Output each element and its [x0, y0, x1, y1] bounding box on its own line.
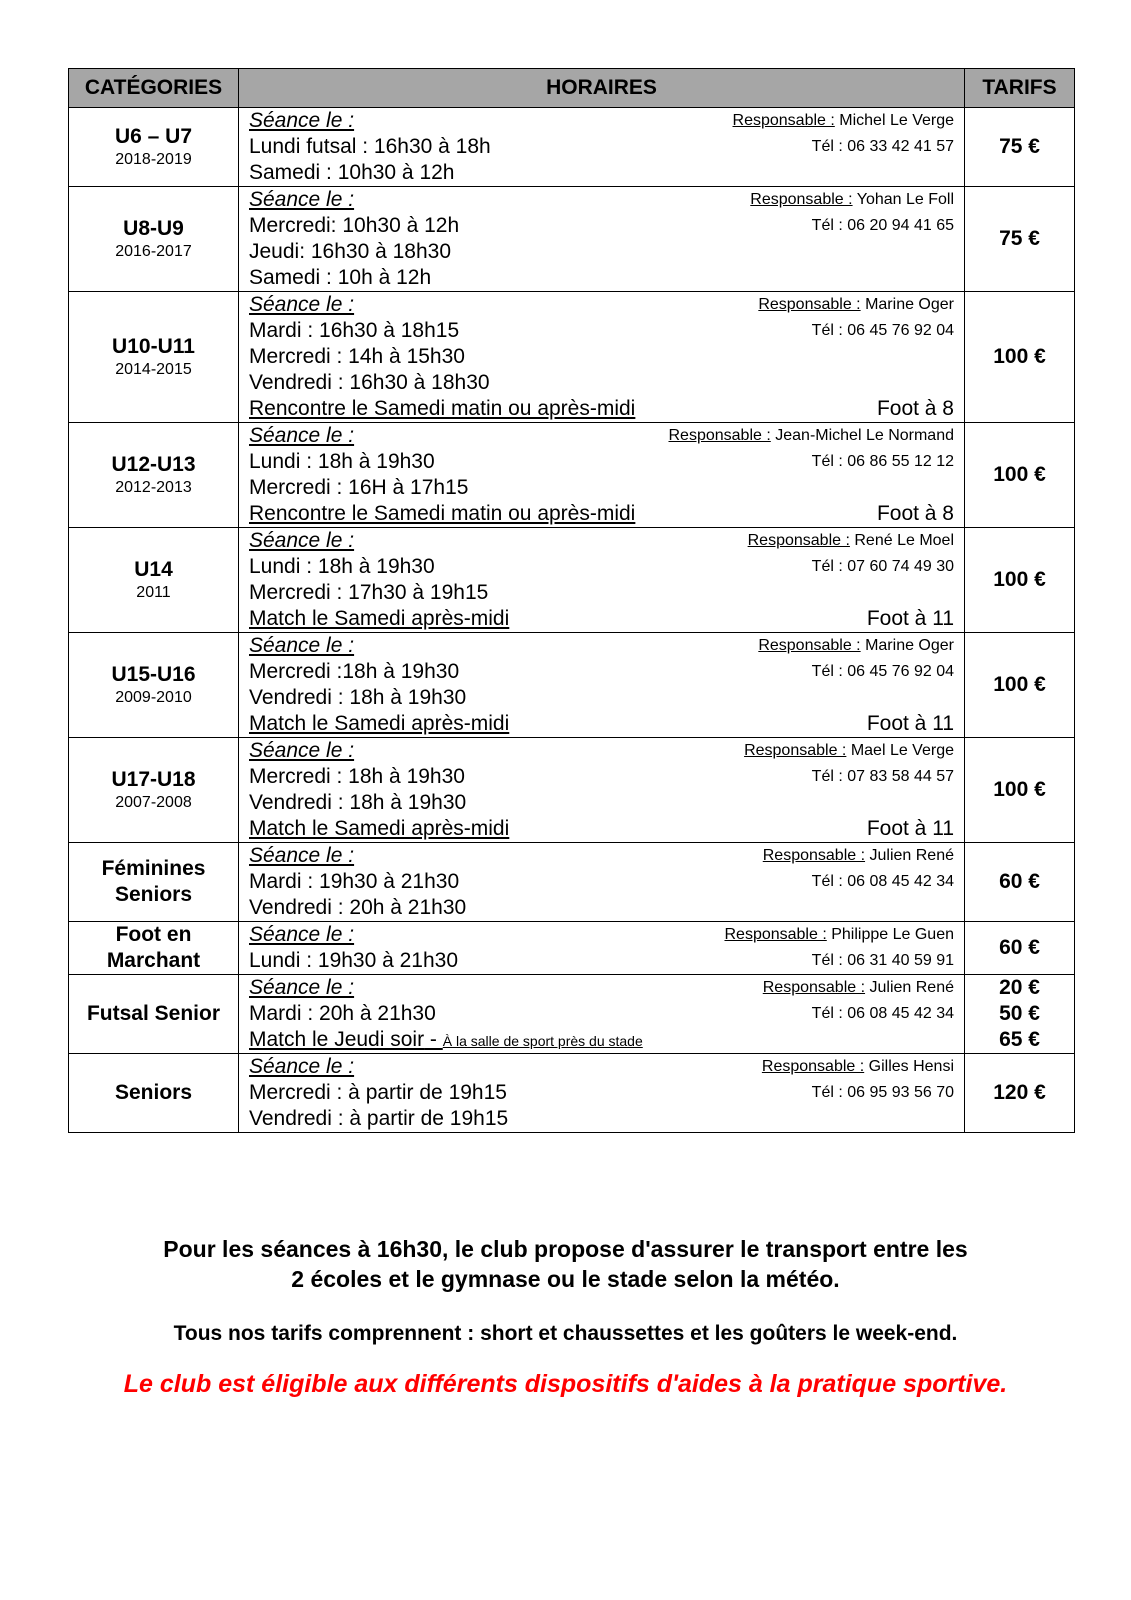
schedule-text: Mercredi :18h à 19h30 [249, 660, 460, 683]
category-cell [69, 738, 239, 843]
responsable-label: Responsable : [724, 926, 827, 943]
tarif-value: 120 € [993, 1081, 1046, 1104]
transport-note-line-2: 2 écoles et le gymnase ou le stade selon la météo. [291, 1266, 840, 1292]
seance-label: Séance le : [249, 529, 355, 552]
schedule-line [249, 685, 954, 711]
tarif-value: 60 € [999, 870, 1040, 893]
tarif-cell [965, 292, 1075, 423]
responsable-info [748, 528, 954, 554]
phone-number: Tél : 07 60 74 49 30 [811, 558, 954, 575]
category-cell [69, 108, 239, 187]
foot-format: Foot à 8 [876, 502, 954, 525]
category-years: 2007-2008 [115, 794, 192, 811]
schedule-text: Jeudi: 16h30 à 18h30 [249, 240, 452, 263]
schedule-line [249, 475, 954, 501]
responsable-label: Responsable : [762, 979, 866, 996]
tarif-value: 75 € [999, 135, 1040, 158]
schedule-line [249, 869, 954, 895]
schedule-line [249, 554, 954, 580]
seance-line [249, 292, 954, 318]
tarifs-note: Tous nos tarifs comprennent : short et chaussettes et les goûters le week-end. [173, 1322, 958, 1345]
schedule-row [69, 922, 1075, 975]
schedule-text: Mardi : 20h à 21h30 [249, 1002, 436, 1025]
schedule-line [249, 265, 954, 291]
category-cell [69, 633, 239, 738]
seance-label: Séance le : [249, 976, 355, 999]
schedule-text: Mardi : 19h30 à 21h30 [249, 870, 460, 893]
tarif-cell [965, 423, 1075, 528]
schedule-text: Vendredi : 16h30 à 18h30 [249, 371, 490, 394]
foot-format: Foot à 11 [866, 712, 954, 735]
tarif-value: 75 € [999, 227, 1040, 250]
category-name: U15-U16 [111, 663, 196, 686]
responsable-name: Philippe Le Guen [831, 926, 954, 943]
tarif-cell [965, 633, 1075, 738]
schedule-text: Mercredi : 17h30 à 19h15 [249, 581, 489, 604]
match-text: Rencontre le Samedi matin ou après-midi [249, 502, 636, 525]
category-cell [69, 922, 239, 975]
schedule-line [249, 239, 954, 265]
seance-label: Séance le : [249, 424, 355, 447]
match-text: Match le Jeudi soir [249, 1028, 425, 1051]
schedule-text: Vendredi : 20h à 21h30 [249, 896, 467, 919]
match-line [249, 711, 954, 737]
responsable-label: Responsable : [744, 742, 847, 759]
category-years: 2011 [136, 584, 171, 601]
responsable-info [763, 843, 954, 869]
schedule-line [249, 213, 954, 239]
schedule-text: Mercredi : 18h à 19h30 [249, 765, 465, 788]
horaires-cell [239, 108, 965, 187]
responsable-name: Marine Oger [865, 296, 954, 313]
category-name: U14 [134, 558, 173, 581]
schedule-text: Vendredi : à partir de 19h15 [249, 1107, 509, 1130]
schedule-text: Samedi : 10h30 à 12h [249, 161, 455, 184]
schedule-line [249, 580, 954, 606]
responsable-info [758, 633, 954, 659]
responsable-info [750, 187, 954, 213]
category-cell [69, 187, 239, 292]
seance-line [249, 922, 954, 948]
header-row [69, 69, 1075, 108]
header-horaires: HORAIRES [239, 69, 965, 108]
tarif-cell [965, 738, 1075, 843]
category-name: Futsal Senior [86, 1002, 221, 1025]
category-years: 2016-2017 [115, 243, 192, 260]
schedule-line [249, 1001, 954, 1027]
seance-label: Séance le : [249, 293, 355, 316]
tarif-value: 65 € [999, 1028, 1040, 1051]
tarif-value: 100 € [993, 463, 1046, 486]
responsable-label: Responsable : [758, 637, 861, 654]
phone-number: Tél : 06 31 40 59 91 [811, 952, 954, 969]
schedule-row [69, 843, 1075, 922]
tarif-cell [965, 1054, 1075, 1133]
horaires-cell [239, 633, 965, 738]
responsable-label: Responsable : [668, 427, 771, 444]
schedule-line [249, 948, 954, 974]
responsable-label: Responsable : [758, 296, 861, 313]
category-name: Foot en Marchant [106, 923, 201, 972]
category-years: 2009-2010 [115, 689, 192, 706]
match-text: Match le Samedi après-midi [249, 712, 510, 735]
schedule-text: Lundi futsal : 16h30 à 18h [249, 135, 491, 158]
phone-number: Tél : 06 20 94 41 65 [811, 217, 954, 234]
schedule-line [249, 160, 954, 186]
category-name: U6 – U7 [114, 125, 193, 148]
responsable-name: Mael Le Verge [850, 742, 954, 759]
horaires-cell [239, 738, 965, 843]
responsable-info [733, 108, 954, 134]
responsable-name: René Le Moel [854, 532, 954, 549]
schedule-line [249, 370, 954, 396]
schedule-line [249, 449, 954, 475]
seance-line [249, 633, 954, 659]
responsable-label: Responsable : [750, 191, 853, 208]
horaires-cell [239, 1054, 965, 1133]
category-name: Féminines Seniors [101, 857, 206, 906]
tarif-cell [965, 843, 1075, 922]
match-text: Rencontre le Samedi matin ou après-midi [249, 397, 636, 420]
schedule-text: Mercredi : 16H à 17h15 [249, 476, 469, 499]
match-line [249, 396, 954, 422]
phone-number: Tél : 06 86 55 12 12 [811, 453, 954, 470]
tarif-value: 60 € [999, 936, 1040, 959]
phone-number: Tél : 06 33 42 41 57 [811, 138, 954, 155]
responsable-name: Yohan Le Foll [856, 191, 954, 208]
seance-label: Séance le : [249, 188, 355, 211]
tarif-cell [965, 922, 1075, 975]
header-categories: CATÉGORIES [69, 69, 239, 108]
match-line [249, 1027, 954, 1053]
schedule-text: Lundi : 18h à 19h30 [249, 555, 435, 578]
responsable-info [724, 922, 954, 948]
schedule-text: Mercredi: 10h30 à 12h [249, 214, 460, 237]
match-line [249, 816, 954, 842]
schedule-line [249, 318, 954, 344]
schedule-line [249, 134, 954, 160]
horaires-cell [239, 528, 965, 633]
schedule-row [69, 1054, 1075, 1133]
seance-label: Séance le : [249, 634, 355, 657]
horaires-cell [239, 423, 965, 528]
schedule-text: Lundi : 19h30 à 21h30 [249, 949, 459, 972]
category-cell [69, 975, 239, 1054]
category-cell [69, 1054, 239, 1133]
tarif-value: 100 € [993, 778, 1046, 801]
phone-number: Tél : 06 08 45 42 34 [811, 873, 954, 890]
match-text: Match le Samedi après-midi [249, 607, 510, 630]
phone-number: Tél : 06 08 45 42 34 [811, 1005, 954, 1022]
tarif-value: 50 € [999, 1002, 1040, 1025]
tarif-cell [965, 975, 1075, 1054]
match-separator: - [424, 1028, 443, 1051]
category-years: 2014-2015 [115, 361, 192, 378]
phone-number: Tél : 06 45 76 92 04 [811, 663, 954, 680]
schedule-row [69, 738, 1075, 843]
schedule-body [69, 108, 1075, 1133]
tarif-cell [965, 108, 1075, 187]
responsable-info [744, 738, 954, 764]
match-line [249, 501, 954, 527]
category-years: 2018-2019 [115, 151, 192, 168]
category-cell [69, 843, 239, 922]
category-years: 2012-2013 [115, 479, 192, 496]
schedule-row [69, 528, 1075, 633]
responsable-name: Julien René [869, 979, 954, 996]
horaires-cell [239, 843, 965, 922]
category-name: U12-U13 [111, 453, 196, 476]
responsable-name: Gilles Hensi [868, 1058, 954, 1075]
match-note: À la salle de sport près du stade [442, 1033, 643, 1049]
foot-format: Foot à 8 [876, 397, 954, 420]
seance-line [249, 843, 954, 869]
transport-note-line-1: Pour les séances à 16h30, le club propose d'assurer le transport entre les [163, 1236, 968, 1262]
schedule-row [69, 108, 1075, 187]
seance-line [249, 423, 954, 449]
schedule-text: Mercredi : à partir de 19h15 [249, 1081, 507, 1104]
schedule-table [68, 68, 1075, 1133]
horaires-cell [239, 187, 965, 292]
category-name: U10-U11 [112, 335, 195, 358]
seance-line [249, 1054, 954, 1080]
responsable-name: Marine Oger [865, 637, 954, 654]
tarif-cell [965, 187, 1075, 292]
transport-note [0, 1234, 1131, 1294]
tarif-cell [965, 528, 1075, 633]
horaires-cell [239, 975, 965, 1054]
schedule-text: Vendredi : 18h à 19h30 [249, 686, 467, 709]
schedule-text: Mardi : 16h30 à 18h15 [249, 319, 460, 342]
seance-label: Séance le : [249, 739, 355, 762]
schedule-line [249, 1106, 954, 1132]
schedule-line [249, 344, 954, 370]
category-cell [69, 528, 239, 633]
seance-label: Séance le : [249, 1055, 355, 1078]
seance-line [249, 975, 954, 1001]
schedule-row [69, 423, 1075, 528]
responsable-info [669, 423, 955, 449]
schedule-text: Vendredi : 18h à 19h30 [249, 791, 467, 814]
horaires-cell [239, 292, 965, 423]
responsable-label: Responsable : [762, 847, 866, 864]
eligibility-note: Le club est éligible aux différents dispositifs d'aides à la pratique sportive. [123, 1370, 1008, 1398]
schedule-text: Mercredi : 14h à 15h30 [249, 345, 465, 368]
schedule-line [249, 895, 954, 921]
tarif-value: 100 € [993, 568, 1046, 591]
schedule-text: Samedi : 10h à 12h [249, 266, 432, 289]
schedule-line [249, 764, 954, 790]
responsable-label: Responsable : [732, 112, 835, 129]
phone-number: Tél : 07 83 58 44 57 [811, 768, 954, 785]
schedule-line [249, 790, 954, 816]
schedule-row [69, 975, 1075, 1054]
category-cell [69, 292, 239, 423]
seance-line [249, 187, 954, 213]
tarif-value: 20 € [999, 976, 1040, 999]
category-name: U8-U9 [123, 217, 184, 240]
phone-number: Tél : 06 45 76 92 04 [811, 322, 954, 339]
phone-number: Tél : 06 95 93 56 70 [811, 1084, 954, 1101]
responsable-name: Michel Le Verge [839, 112, 954, 129]
category-cell [69, 423, 239, 528]
category-name: U17-U18 [111, 768, 196, 791]
schedule-row [69, 187, 1075, 292]
seance-label: Séance le : [249, 844, 355, 867]
schedule-text: Lundi : 18h à 19h30 [249, 450, 435, 473]
category-name: Seniors [114, 1081, 193, 1104]
responsable-name: Jean-Michel Le Normand [775, 427, 954, 444]
foot-format: Foot à 11 [866, 817, 954, 840]
schedule-line [249, 1080, 954, 1106]
responsable-name: Julien René [869, 847, 954, 864]
tarif-value: 100 € [993, 673, 1046, 696]
seance-line [249, 738, 954, 764]
header-tarifs: TARIFS [965, 69, 1075, 108]
responsable-label: Responsable : [761, 1058, 865, 1075]
responsable-info [763, 975, 954, 1001]
match-text: Match le Samedi après-midi [249, 817, 510, 840]
seance-label: Séance le : [249, 923, 355, 946]
match-line [249, 606, 954, 632]
responsable-label: Responsable : [747, 532, 850, 549]
foot-format: Foot à 11 [866, 607, 954, 630]
responsable-info [758, 292, 954, 318]
horaires-cell [239, 922, 965, 975]
schedule-line [249, 659, 954, 685]
seance-line [249, 528, 954, 554]
tarif-value: 100 € [993, 345, 1046, 368]
seance-line [249, 108, 954, 134]
schedule-row [69, 633, 1075, 738]
seance-label: Séance le : [249, 109, 355, 132]
schedule-row [69, 292, 1075, 423]
responsable-info [762, 1054, 954, 1080]
